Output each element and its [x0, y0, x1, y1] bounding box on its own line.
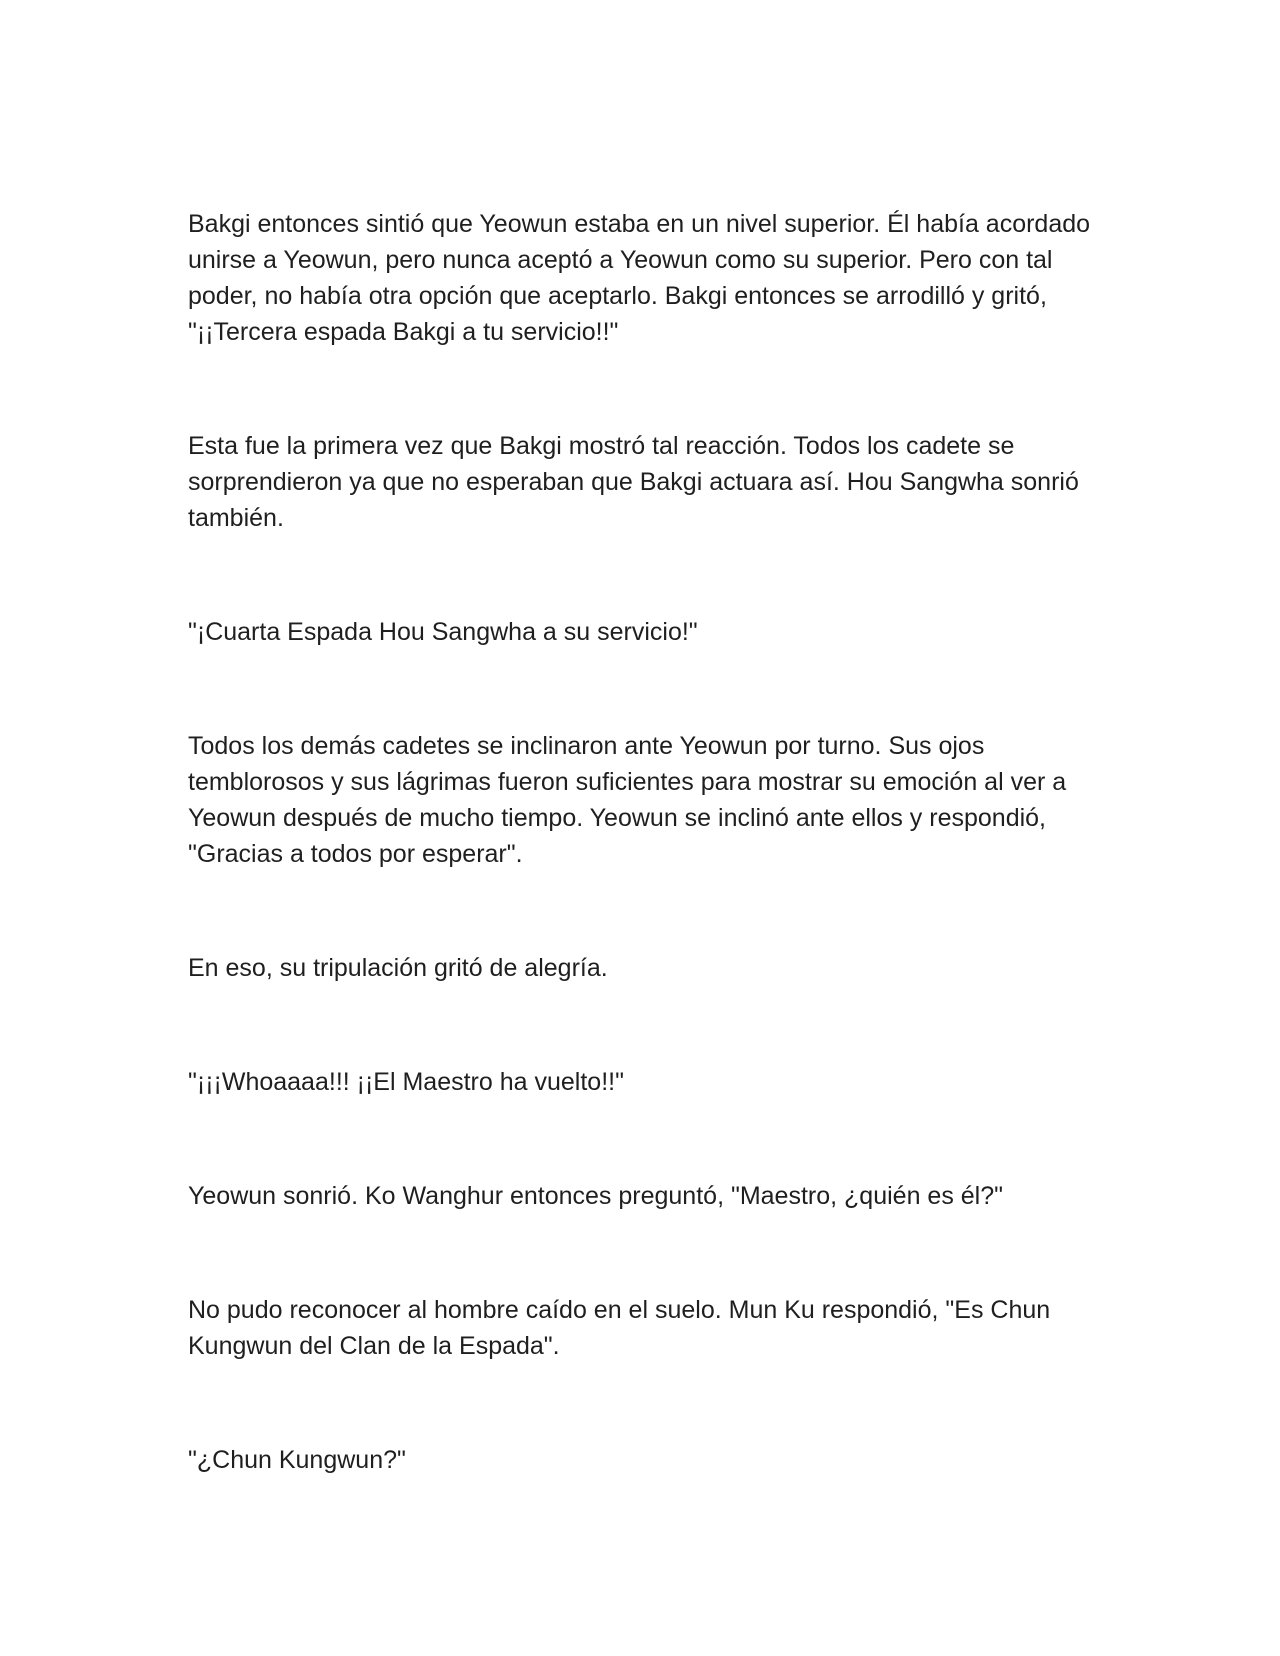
paragraph-3: "¡Cuarta Espada Hou Sangwha a su servicio!": [188, 618, 698, 646]
paragraph-8: No pudo reconocer al hombre caído en el suelo. Mun Ku respondió, "Es Chun Kungwun del Clan de la Espada".: [188, 1296, 1051, 1360]
paragraph-4: Todos los demás cadetes se inclinaron ante Yeowun por turno. Sus ojos temblorosos y sus lágrimas fueron suficientes para mostrar su emoción al ver a Yeowun después de mucho tiempo. Yeowun se inclinó ante ellos y respondió, "Gracias a todos por esperar".: [188, 732, 1067, 868]
paragraph-5: En eso, su tripulación gritó de alegría.: [188, 954, 608, 982]
paragraph-1: Bakgi entonces sintió que Yeowun estaba en un nivel superior. Él había acordado unirse a Yeowun, pero nunca aceptó a Yeowun como su superior. Pero con tal poder, no había otra opción que aceptarlo. Bakgi entonces se arrodilló y gritó, "¡¡Tercera espada Bakgi a tu servicio!!": [188, 210, 1091, 346]
paragraph-2: Esta fue la primera vez que Bakgi mostró tal reacción. Todos los cadete se sorprendieron ya que no esperaban que Bakgi actuara así. Hou Sangwha sonrió también.: [188, 432, 1079, 532]
paragraph-9: "¿Chun Kungwun?": [188, 1446, 406, 1474]
paragraph-6: "¡¡¡Whoaaaa!!! ¡¡El Maestro ha vuelto!!": [188, 1068, 624, 1096]
paragraph-7: Yeowun sonrió. Ko Wanghur entonces preguntó, "Maestro, ¿quién es él?": [188, 1182, 1004, 1210]
document-page: [188, 206, 1098, 1478]
